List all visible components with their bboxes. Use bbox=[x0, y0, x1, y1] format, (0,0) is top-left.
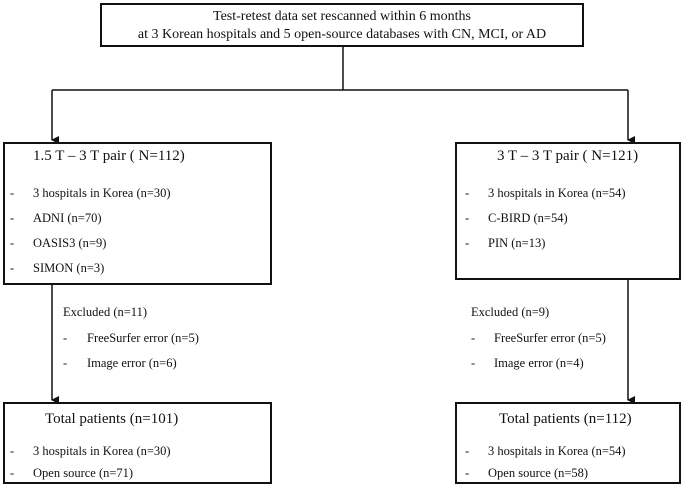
right-excluded-image: Image error (n=4) bbox=[494, 356, 584, 370]
left-group-box bbox=[3, 142, 272, 285]
left-item-hospitals: 3 hospitals in Korea (n=30) bbox=[33, 186, 171, 200]
right-group-box bbox=[455, 142, 681, 280]
right-total-header: Total patients (n=112) bbox=[499, 411, 632, 427]
source-line-1: Test-retest data set rescanned within 6 months bbox=[213, 9, 471, 24]
dash-bullet: - bbox=[465, 466, 470, 480]
right-excluded-title: Excluded (n=9) bbox=[471, 305, 550, 319]
dash-bullet: - bbox=[10, 466, 15, 480]
left-group-header: 1.5 T – 3 T pair ( N=112) bbox=[33, 148, 185, 164]
left-excluded-image: Image error (n=6) bbox=[87, 356, 177, 370]
dash-bullet: - bbox=[63, 331, 68, 345]
dash-bullet: - bbox=[10, 444, 15, 458]
right-item-hospitals: 3 hospitals in Korea (n=54) bbox=[488, 186, 626, 200]
source-dataset-box bbox=[100, 3, 584, 47]
left-item-adni: ADNI (n=70) bbox=[33, 211, 102, 225]
right-total-box bbox=[455, 402, 681, 484]
left-excluded-freesurfer: FreeSurfer error (n=5) bbox=[87, 331, 199, 345]
right-item-pin: PIN (n=13) bbox=[488, 236, 546, 250]
dash-bullet: - bbox=[465, 444, 470, 458]
right-total-open-source: Open source (n=58) bbox=[488, 466, 589, 480]
left-excluded-title: Excluded (n=11) bbox=[63, 305, 147, 319]
dash-bullet: - bbox=[465, 211, 470, 225]
dash-bullet: - bbox=[471, 356, 476, 370]
dash-bullet: - bbox=[10, 211, 15, 225]
dash-bullet: - bbox=[10, 261, 15, 275]
left-total-header: Total patients (n=101) bbox=[45, 411, 179, 427]
left-total-open-source: Open source (n=71) bbox=[33, 466, 134, 480]
right-item-cbird: C-BIRD (n=54) bbox=[488, 211, 568, 225]
dash-bullet: - bbox=[63, 356, 68, 370]
dash-bullet: - bbox=[471, 331, 476, 345]
right-group-header: 3 T – 3 T pair ( N=121) bbox=[497, 148, 639, 164]
left-total-hospitals: 3 hospitals in Korea (n=30) bbox=[33, 444, 171, 458]
source-line-2: at 3 Korean hospitals and 5 open-source databases with CN, MCI, or AD bbox=[137, 27, 547, 42]
right-total-hospitals: 3 hospitals in Korea (n=54) bbox=[488, 444, 626, 458]
left-item-simon: SIMON (n=3) bbox=[33, 261, 105, 275]
right-excluded-freesurfer: FreeSurfer error (n=5) bbox=[494, 331, 606, 345]
dash-bullet: - bbox=[10, 236, 15, 250]
dash-bullet: - bbox=[465, 186, 470, 200]
left-total-box bbox=[3, 402, 272, 484]
dash-bullet: - bbox=[10, 186, 15, 200]
dash-bullet: - bbox=[465, 236, 470, 250]
left-item-oasis3: OASIS3 (n=9) bbox=[33, 236, 107, 250]
